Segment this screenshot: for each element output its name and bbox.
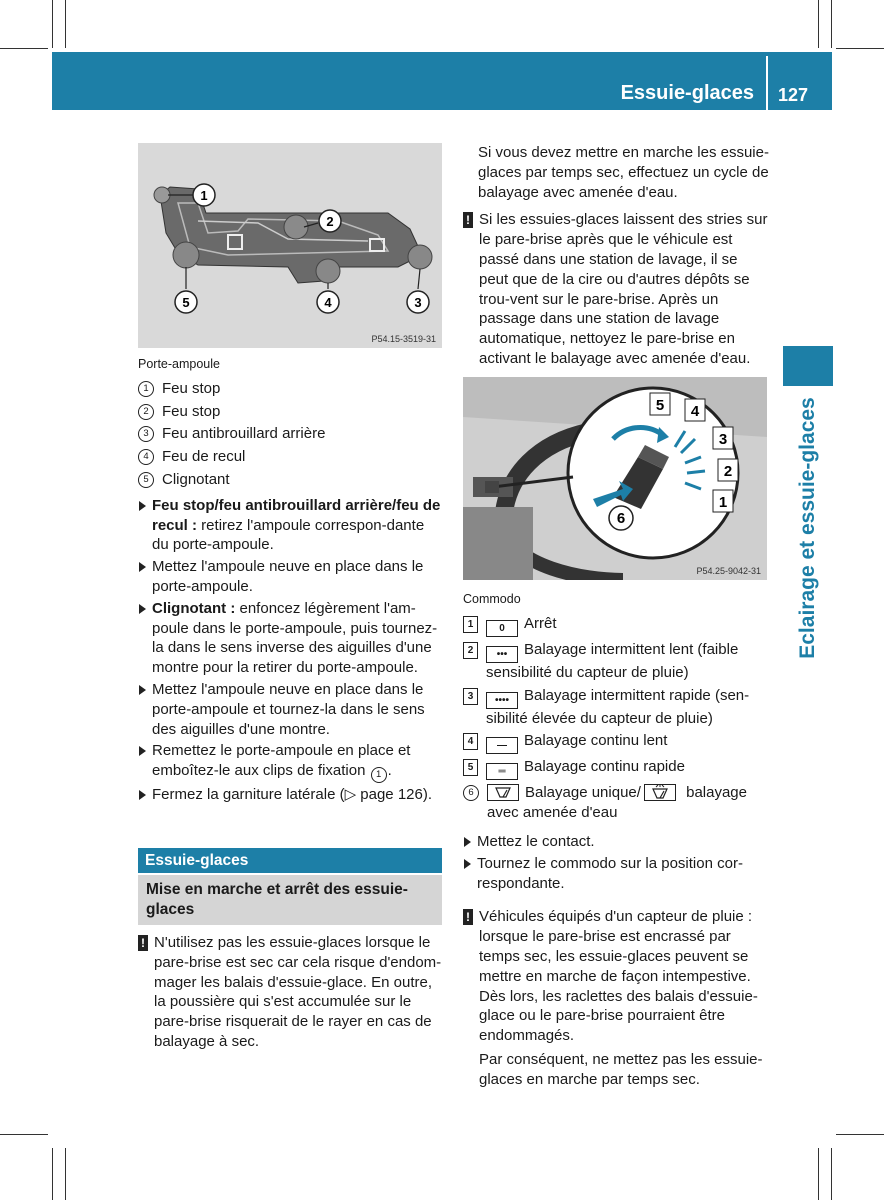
legend-item [138, 470, 444, 490]
warning-icon: ! [463, 909, 473, 925]
step-text: Mettez le contact. [477, 832, 595, 850]
figure1-callout-5: 5 [182, 295, 190, 310]
instruction-step [138, 785, 444, 805]
position-number: 2 [463, 642, 478, 659]
right-column-top [463, 143, 769, 369]
crop-mark [65, 0, 66, 48]
legend-text: Clignotant [162, 470, 230, 488]
legend-item [138, 379, 444, 399]
single-wipe-icon [487, 784, 519, 801]
legend-number: 1 [138, 381, 154, 397]
legend-number: 3 [138, 426, 154, 442]
crop-mark [836, 1134, 884, 1135]
instruction-step [138, 680, 444, 739]
warning-note [138, 933, 444, 1052]
figure2-reference: P54.25-9042-31 [696, 566, 761, 576]
section-heading: Essuie-glaces [138, 848, 442, 873]
legend-text: Feu stop [162, 379, 221, 397]
instruction-step [138, 599, 444, 678]
side-tab [783, 346, 833, 386]
warning-text: N'utilisez pas les essuie-glaces lorsque le pare-brise est sec car cela risque d'endom-mager les balais d'essuie-glace. En outre, la poussière qui s'est accumulée sur le pare-brise risquerait de le rayer en cas de balayage à sec. [154, 934, 442, 1050]
step-text: Tournez le commodo sur la position cor-respondante. [477, 854, 743, 892]
crop-mark [52, 1148, 53, 1200]
warning-icon: ! [138, 935, 148, 951]
figure2-callout-3: 3 [718, 431, 728, 448]
step-text: Mettez l'ampoule neuve en place dans le porte-ampoule et tournez-la dans le sens des aiguilles d'une montre. [152, 680, 425, 738]
legend-number: 4 [138, 449, 154, 465]
crop-mark [818, 1148, 819, 1200]
switch-position-item [463, 783, 771, 823]
switch-position-item [463, 731, 771, 754]
step-text: enfoncez légèrement l'am-poule dans le porte-ampoule, puis tournez-la dans le sens inverse des aiguilles d'une montre pour la retirer du porte-ampoule. [152, 599, 438, 677]
combination-switch-illustration [463, 377, 767, 580]
position-text: Balayage intermittent lent (faible sensibilité du capteur de pluie) [486, 640, 739, 681]
position-number: 1 [463, 616, 478, 633]
figure2-callout-1: 1 [718, 494, 728, 511]
instruction-step [463, 832, 771, 852]
position-text: Balayage continu lent [524, 732, 668, 750]
inline-callout: 1 [371, 767, 387, 783]
header-title: Essuie-glaces [620, 82, 754, 104]
crop-mark [0, 48, 48, 49]
side-tab-label: Eclairage et essuie-glaces [796, 397, 819, 659]
crop-mark [836, 48, 884, 49]
figure2-callout-5: 5 [655, 397, 665, 414]
bulb-holder-illustration [138, 143, 442, 348]
position-number: 3 [463, 688, 478, 705]
legend-item [138, 402, 444, 422]
left-warning-block [138, 933, 444, 1052]
position-symbol: ═ [486, 763, 518, 780]
instruction-step [138, 741, 444, 783]
subsection-heading: Mise en marche et arrêt des essuie-glaces [138, 875, 442, 925]
page-number: 127 [777, 85, 808, 105]
figure1-callout-1: 1 [200, 188, 208, 203]
page-header [52, 52, 832, 110]
position-text: Arrêt [524, 614, 557, 632]
legend-number: 5 [138, 472, 154, 488]
position-text-continued: balayage avec amenée d'eau [487, 784, 747, 822]
bulb-holder-figure [138, 143, 442, 348]
figure1-callout-3: 3 [414, 295, 422, 310]
figure2-callout-4: 4 [690, 403, 700, 420]
legend-text: Feu de recul [162, 448, 246, 466]
position-symbol: ••• [486, 646, 518, 663]
figure1-callout-4: 4 [324, 295, 332, 310]
right-column-bottom [463, 590, 771, 1090]
switch-position-item [463, 757, 771, 780]
step-text: retirez l'ampoule correspon-dante du porte-ampoule. [152, 516, 425, 554]
figure2-caption: Commodo [463, 592, 521, 606]
position-number: 5 [463, 759, 478, 776]
figure1-reference: P54.15-3519-31 [371, 334, 436, 344]
legend-text: Feu antibrouillard arrière [162, 425, 326, 443]
position-number: 4 [463, 733, 478, 750]
intro-paragraph: Si vous devez mettre en marche les essuie-glaces par temps sec, effectuez un cycle de balayage avec amenée d'eau. [478, 144, 769, 201]
step-text-tail: . [387, 762, 392, 780]
figure2-callout-6: 6 [616, 510, 626, 527]
legend-item [138, 447, 444, 467]
crop-mark [831, 0, 832, 48]
legend-text: Feu stop [162, 402, 221, 420]
switch-position-item [463, 614, 771, 637]
switch-position-item [463, 686, 771, 729]
left-column [138, 355, 444, 807]
position-symbol: — [486, 737, 518, 754]
step-text: Mettez l'ampoule neuve en place dans le porte-ampoule. [152, 558, 424, 595]
warning-text-continued: Par conséquent, ne mettez pas les essuie-glaces en marche par temps sec. [479, 1050, 763, 1088]
header-separator [766, 56, 768, 110]
warning-text: Véhicules équipés d'un capteur de pluie : lorsque le pare-brise est encrassé par temps sec, les essuie-glaces peuvent se mettre en marche de façon intempestive. Dès lors, les raclettes des balais d'essuie-glace ou le pare-brise pourraient être endommagés. [479, 908, 758, 1045]
legend-item [138, 424, 444, 444]
instruction-step [138, 496, 444, 555]
warning-note [463, 907, 771, 1046]
wash-wipe-icon [644, 784, 676, 801]
figure2-callout-2: 2 [723, 463, 733, 480]
crop-mark [818, 0, 819, 48]
position-text: Balayage unique/ [525, 784, 641, 802]
step-text: Remettez le porte-ampoule en place et emboîtez-le aux clips de fixation [152, 742, 411, 780]
crop-mark [52, 0, 53, 48]
legend-number: 2 [138, 404, 154, 420]
crop-mark [0, 1134, 48, 1135]
position-text: Balayage continu rapide [524, 758, 685, 776]
position-symbol: •••• [486, 692, 518, 709]
step-text: Fermez la garniture latérale (▷ page 126). [152, 786, 433, 804]
combination-switch-figure [463, 377, 767, 580]
warning-text: Si les essuies-glaces laissent des stries sur le pare-brise après que le véhicule est passé dans une station de lavage, il se peut que de la cire ou d'autres dépôts se trou-vent sur le pare-brise. Après un passage dans une station de lavage automatique, nettoyez le pare-brise en activant le balayage avec amenée d'eau. [479, 211, 768, 367]
switch-position-item [463, 640, 771, 683]
figure1-callout-2: 2 [326, 214, 334, 229]
crop-mark [831, 1148, 832, 1200]
step-bold: Feu stop/feu antibrouillard arrière/feu de recul : [152, 496, 441, 534]
crop-mark [65, 1148, 66, 1200]
instruction-step [138, 557, 444, 597]
step-bold: Clignotant : [152, 599, 236, 617]
position-number: 6 [463, 785, 479, 801]
figure1-caption: Porte-ampoule [138, 357, 220, 371]
warning-icon: ! [463, 212, 473, 228]
position-symbol: 0 [486, 620, 518, 637]
instruction-step [463, 854, 771, 894]
position-text: Balayage intermittent rapide (sen-sibilité élevée du capteur de pluie) [486, 686, 750, 727]
warning-note [463, 210, 769, 368]
